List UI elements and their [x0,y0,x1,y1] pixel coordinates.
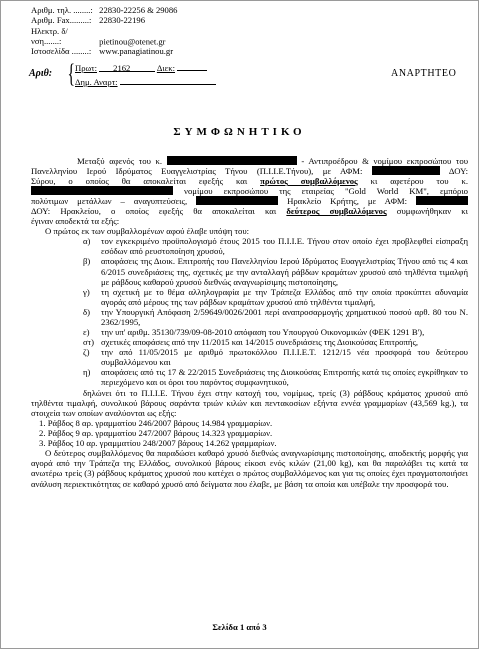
protocol-block [29,61,469,91]
redaction [372,166,440,175]
contact-header [31,5,177,56]
list-item: α) τον εγκεκριμένο προϋπολογισμό έτους 2015 του Π.Ι.Ι.Ε. Τήνου στον οποίο έχει προβλεφθεί είσπραξη εσόδων από ρευστοποίηση χρυσού, [83,236,468,257]
bar-item: 2. Ράβδος 9 αρ. γραμματίου 247/2007 βάρους 14.323 γραμμαρίων. [39,428,273,439]
email-label: Ηλεκτρ. δ/νση.......: [31,25,68,46]
protocol-label: Πρωτ: [75,63,97,73]
intro-line-1: Μεταξύ αφενός του κ. - Αντιπροέδρου & νομίμου εκπροσώπου του [77,156,469,166]
phone-value: 22830-22256 & 29086 [99,5,178,15]
bar-item: 3. Ράβδος 10 αρ. γραμματίου 248/2007 βάρους 14.262 γραμμαρίων. [39,438,277,449]
dim-anart-blank [120,76,216,85]
website-line [31,46,177,56]
fax-label: Αριθμ. Fax.........: [31,15,92,26]
protocol-number: 2162 [99,63,155,72]
redaction [416,196,468,205]
fax-value: 22830-22196 [99,15,145,26]
intro-line-6: ΔΟΥ: Ηρακλείου, ο οποίος εφεξής θα αποκαλείται και δεύτερος συμβαλλόμενος συμφωνήθηκαν κι [31,206,469,217]
bar-item: 1. Ράβδος 8 αρ. γραμματίου 246/2007 βάρους 14.984 γραμμαρίων. [39,418,273,429]
arith-label: Αριθ: [29,68,53,79]
intro-line-2: Πανελληνίου Ιερού Ιδρύματος Ευαγγελιστρίας Τήνου (Π.Ι.Ι.Ε.Τήνου), με ΑΦΜ: ΔΟΥ: [31,166,468,177]
redaction [167,156,297,165]
website-value: www.panagiatinou.gr [99,46,174,57]
dieuk-label: Διεκ: [156,63,176,73]
brace-icon: { [67,59,75,88]
protocol-line [75,62,207,73]
dim-anart-label: Δημ. Αναρτ: [75,77,118,87]
dieuk-blank [177,62,207,71]
document-title: ΣΥΜΦΩΝΗΤΙΚΟ [173,126,306,138]
posting-status: ΑΝΑΡΤΗΤΕΟ [391,68,457,79]
posting-line [75,76,216,87]
document-body [31,156,468,489]
second-party-term: δεύτερος συμβαλλόμενος [286,206,387,217]
list-item: γ) τη σχετική με το θέμα αλληλογραφία με την Τράπεζα Ελλάδος από την οποία προκύπτει αδυναμία αγοράς από μέρους της των ράβδων κραμάτων χρυσού από τηλθέντα τιμαλφή, [83,286,468,307]
second-party-paragraph: Ο δεύτερος συμβαλλόμενος θα παραδώσει καθαρό χρυσό διεθνώς αναγνωρίσιμης πιστοποίησης, αποδεκτής μορφής για αγορά από την Τράπεζα της Ελλάδος, συνολικού βάρους είκοσι ενός κιλών (21,00 kg), και θα παραλάβει τις κατά τα ανωτέρω τρείς (3) ράβδους κράματος χρυσού που κατέχει ο πρώτος συμβαλλόμενος και για τις οποίες έχει πραγματοποιήσει ανάλυση περιεκτικότητας σε καθαρό χρυσό από δείγματα που έλαβε, με βάση τα οποία και υπέβαλε την προσφορά του. [31,448,468,489]
intro-line-5: πολύτιμων μετάλλων – αναγυπτεύσεις, Ηρακλείο Κρήτης, με ΑΦΜ: [31,196,468,206]
list-item: δ) την Υπουργική Απόφαση 2/59649/0026/2001 περί αναπροσαρμογής χρηματικού ποσού αρθ. 80 του Ν. 2362/1995, [83,306,468,327]
phone-line [31,5,177,15]
phone-label: Αριθμ. τηλ. ........: [31,5,93,15]
list-item: β) αποφάσεις της Διοικ. Επιτροπής του Πανελληνίου Ιερού Ιδρύματος Ευαγγελιστρίας Τήνου από τις 4 και 6/2015 συνεδριάσεις της, σχετικές με την ανταλλαγή ράβδων κραμάτων χρυσού από τηλθέντα τιμαλφή με ράβδους καθαρού χρυσού διεθνώς αναγνωρίσιμης πιστοποίησης, [83,256,468,287]
redaction [196,196,278,205]
list-item: η) αποφάσεις από τις 17 & 22/2015 Συνεδριάσεις της Διοικούσας Επιτροπής κατά τις οποίες εγκρίθηκαν το περιεχόμενο και οι όροι του παρόντος συμφωνητικού, [83,366,468,388]
page-number: Σελίδα 1 από 3 [212,622,267,632]
list-item: ζ) την από 11/05/2015 με αριθμό πρωτοκόλλου Π.Ι.Ι.Ε.Τ. 1212/15 νέα προσφορά του δεύτερου συμβαλλόμενου και [83,346,468,367]
first-party-term: πρώτος συμβαλλόμενος [260,176,358,187]
redaction [31,186,173,195]
intro-line-4: νομίμου εκπροσώπου της εταιρείας "Gold World KM", εμπόριο [31,186,468,196]
considerations-heading: Ο πρώτος εκ των συμβαλλομένων αφού έλαβε υπόψη του: [45,226,250,237]
email-line [31,26,177,47]
declaration-paragraph: δηλώνει ότι το Π.Ι.Ι.Ε. Τήνου έχει στην κατοχή του, νομίμως, τρείς (3) ράβδους κράματος χρυσού από τηλθέντα τιμαλφή, συνολικού βάρους σαράντα τριών κιλών και πεντακοσίων εξήντα εννέα γραμμαρίων (43,569 kg.), τα στοιχεία των οποίων αναλύονται ως εξής: [31,388,468,419]
list-item: στ) σχετικές αποφάσεις από την 11/2015 και 14/2015 συνεδριάσεις της Διοικούσας Επιτροπής, [83,336,419,347]
email-value: pietinou@otenet.gr [99,35,166,46]
list-item: ε) την υπ' αριθμ. 35130/739/09-08-2010 απόφαση του Υπουργού Οικονομικών (ΦΕΚ 1291 Β'), [83,326,425,337]
fax-line [31,15,177,25]
website-label: Ιστοσελίδα ........: [31,46,92,57]
intro-line-7: έγιναν αποδεκτά τα εξής: [31,216,120,227]
intro-line-3: Σύρου, ο οποίος θα αποκαλείται εφεξής και πρώτος συμβαλλόμενος κι αφετέρου του κ. [31,176,469,187]
